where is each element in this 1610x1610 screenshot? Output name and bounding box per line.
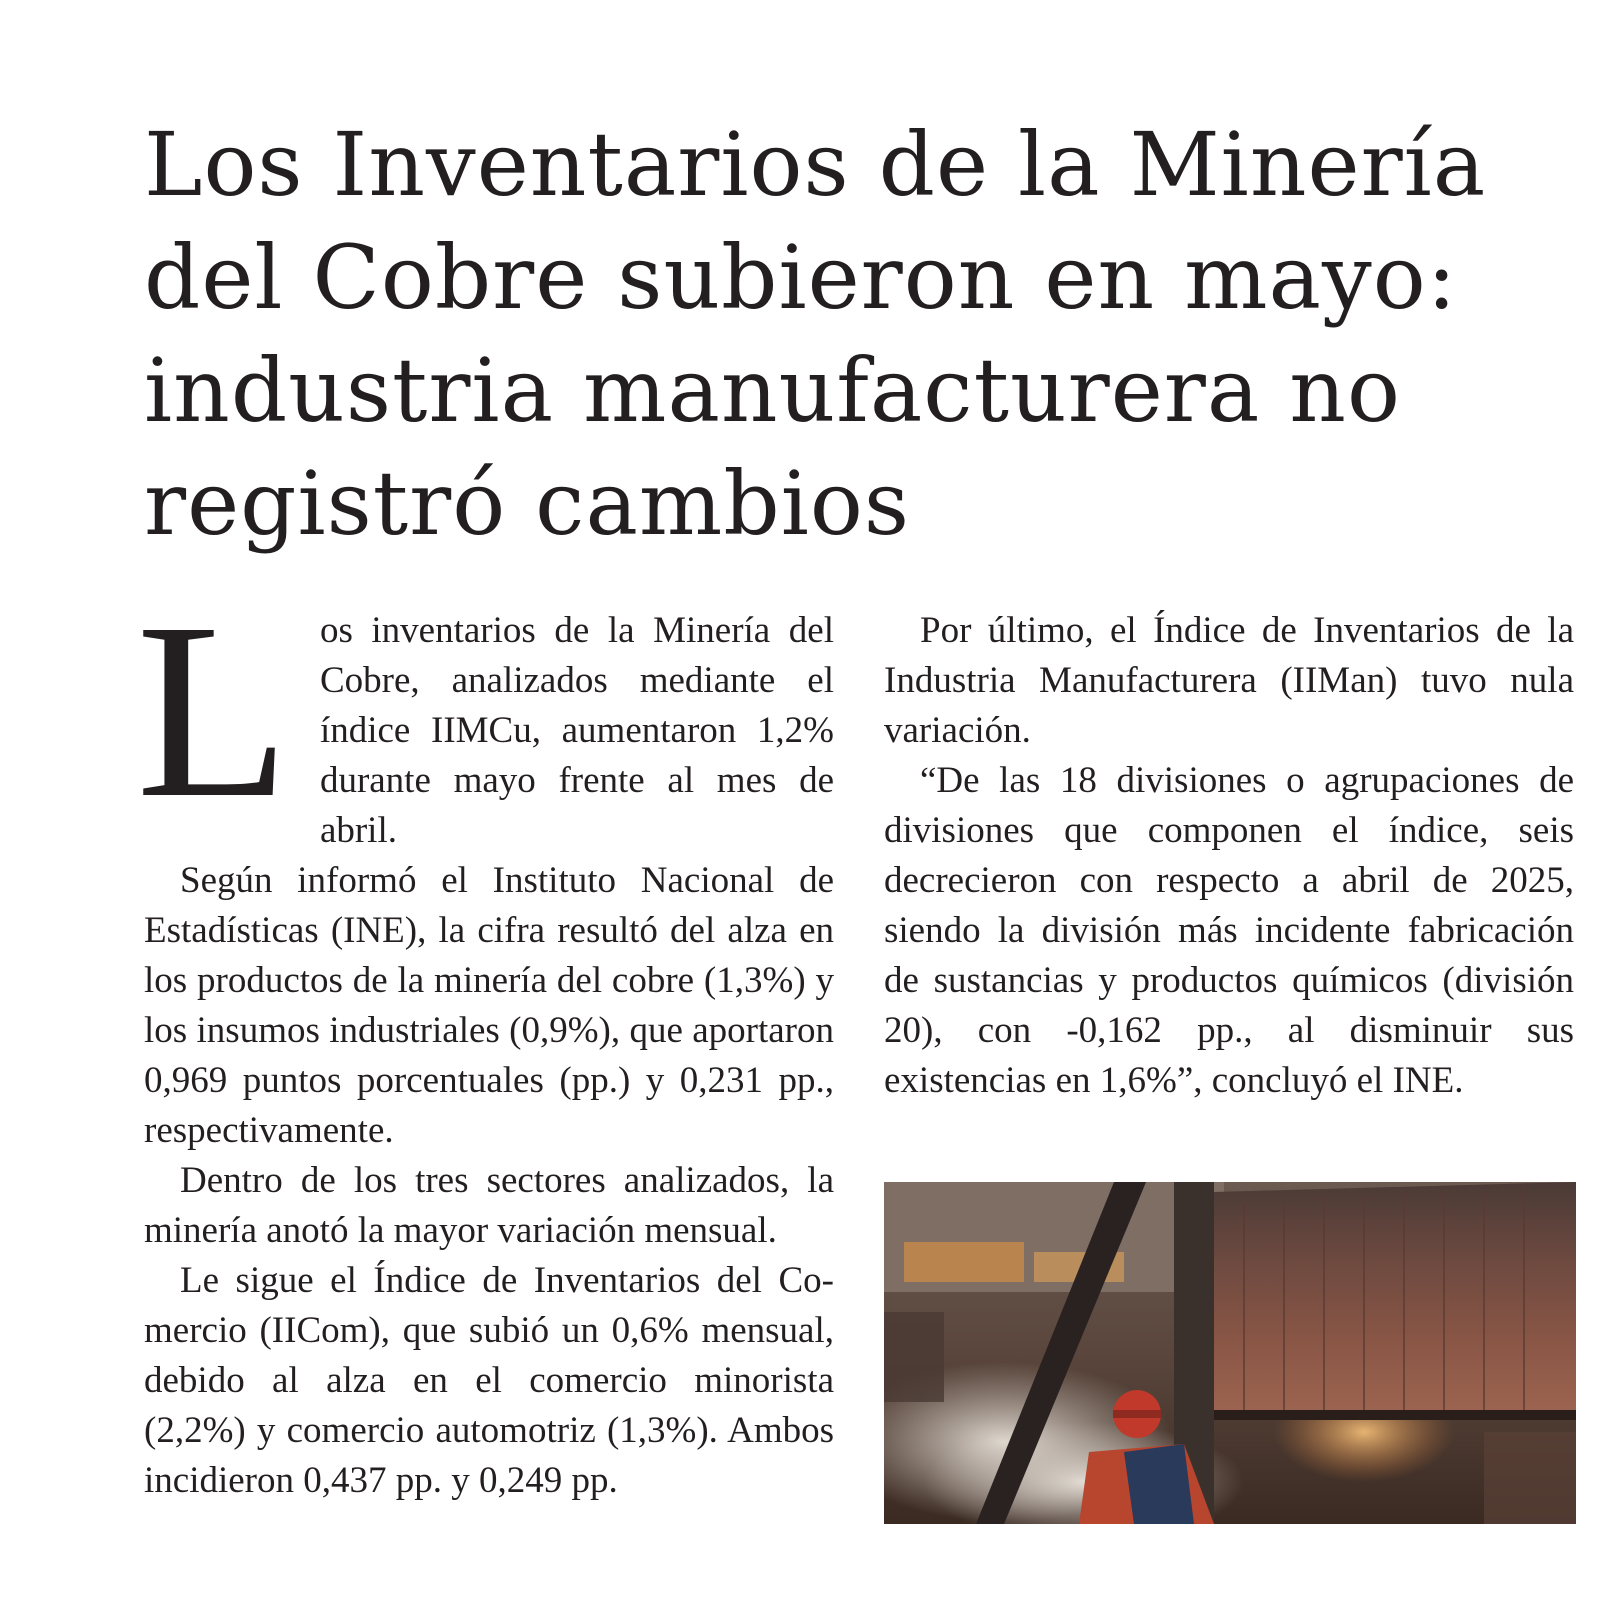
copper-refinery-photo [884, 1182, 1576, 1524]
paragraph-1 [136, 570, 834, 856]
paragraph-3: Dentro de los tres sectores analizados, la minería anotó la mayor variación mensual. [144, 1160, 834, 1251]
paragraph-5: Por último, el Índice de Inventarios de la Industria Manufacturera (IIMan) tuvo nula variación. [884, 610, 1574, 751]
paragraph-6: “De las 18 divisiones o agrupaciones de divisiones que componen el índice, seis decrecieron con respecto a abril de 2025, siendo la división más incidente fabricación de sustancias y productos químicos (división 20), con -0,162 pp., al disminuir sus existencias en 1,6%”, concluyó el INE. [884, 760, 1574, 1101]
article-column-left [136, 570, 834, 1506]
paragraph-4: Le sigue el Índice de Inventarios del Comercio (IICom), que subió un 0,6% mensual, debido al alza en el comercio minorista (2,2%) y comercio automotriz (1,3%). Ambos incidieron 0,437 pp. y 0,249 pp. [144, 1260, 834, 1501]
paragraph-1-text: os inventarios de la Minería del Cobre, analizados mediante el índice IIMCu, aumentaron 1,2% durante mayo frente al mes de abril. [319, 610, 834, 851]
drop-cap: L [136, 570, 290, 850]
article-headline: Los Inventarios de la Minería del Cobre subieron en mayo: industria manufacturera no registró cambios [144, 113, 1487, 555]
paragraph-2: Según informó el Instituto Nacional de Estadísticas (INE), la cifra resultó del alza en los productos de la minería del cobre (1,3%) y los insumos industriales (0,9%), que aportaron 0,969 puntos porcentuales (pp.) y 0,231 pp., respectivamente. [144, 860, 834, 1151]
article-column-right [884, 606, 1574, 1106]
